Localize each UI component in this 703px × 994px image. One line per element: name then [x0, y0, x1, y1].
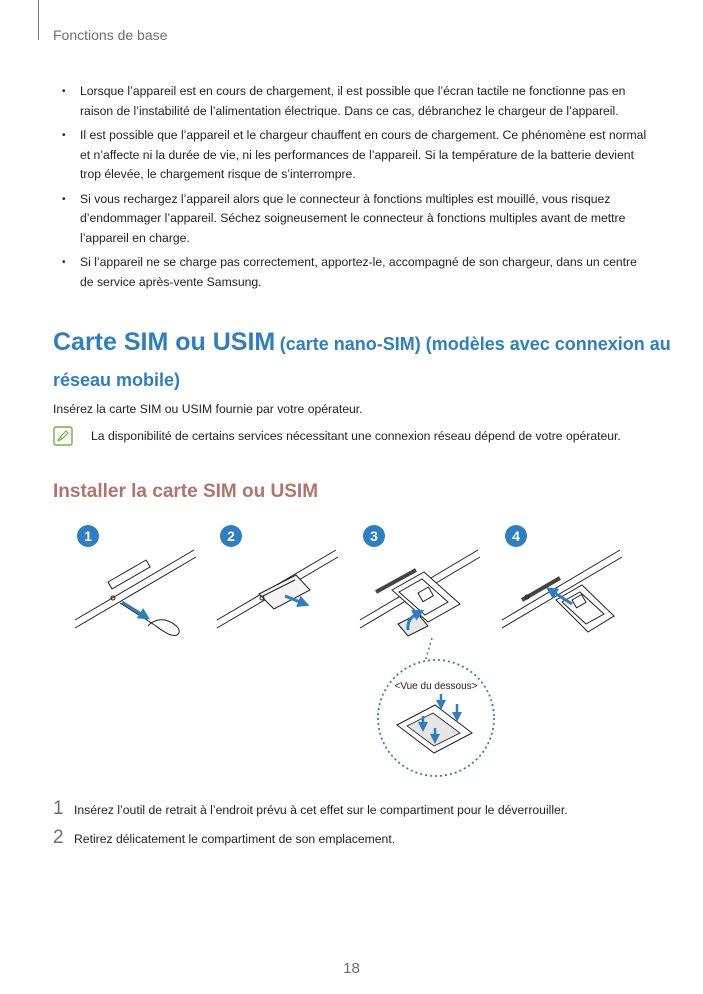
svg-text:4: 4: [512, 528, 520, 544]
svg-text:3: 3: [370, 528, 378, 544]
step-badge-2: [220, 525, 242, 547]
intro-text: Insérez la carte SIM ou USIM fournie par votre opérateur.: [53, 402, 363, 416]
bullet-list: [62, 82, 647, 297]
svg-text:2: 2: [227, 528, 235, 544]
bottom-view-callout: [378, 638, 494, 776]
callout-label: <Vue du dessous>: [394, 681, 478, 692]
step-text: Insérez l’outil de retrait à l’endroit prévu à cet effet sur le compartiment pour le déverrouiller.: [74, 803, 568, 817]
list-item: • Lorsque l’appareil est en cours de chargement, il est possible que l’écran tactile ne fonctionne pas en raison de l’instabilité de l’alimentation électrique. Dans ce cas, débranchez le chargeur de l’appareil.: [62, 84, 626, 118]
list-item: • Si vous rechargez l’appareil alors que le connecteur à fonctions multiples est mouillé, vous risquez d’endommager l’appareil. Séchez soigneusement le connecteur à fonctions multiples avant de mettre l’appareil en charge.: [62, 191, 626, 245]
panel-1-device: [75, 550, 196, 636]
note-icon: [53, 426, 73, 446]
list-item: [53, 827, 568, 856]
step-number: 2: [53, 827, 64, 848]
list-item: [53, 798, 568, 827]
section-subtitle: (carte nano-SIM) (modèles avec connexion au réseau mobile): [53, 334, 671, 390]
step-text: Retirez délicatement le compartiment de son emplacement.: [74, 832, 396, 846]
step-number: 1: [53, 798, 64, 819]
running-header: Fonctions de base: [53, 27, 168, 43]
panel-3-device: [360, 550, 480, 636]
list-item: • Il est possible que l’appareil et le chargeur chauffent en cours de chargement. Ce phénomène est normal et n’affecte ni la durée de vie, ni les performances de l’appareil. Si la température de la batterie devient trop élevée, le chargement risque de s’interrompre.: [62, 128, 647, 181]
svg-text:1: 1: [84, 528, 92, 544]
list-item: • Si l’appareil ne se charge pas correctement, apportez-le, accompagné de son chargeur, dans un centre de service après-vente Samsung.: [62, 255, 637, 289]
section-title: Carte SIM ou USIM: [53, 328, 276, 356]
panel-2-device: [217, 550, 338, 628]
sim-install-illustration: [0, 520, 703, 780]
bullet-icon: •: [62, 86, 66, 97]
step-list: [53, 798, 568, 856]
note-text: La disponibilité de certains services nécessitant une connexion réseau dépend de votre opérateur.: [91, 429, 621, 443]
subsection-heading: Installer la carte SIM ou USIM: [53, 481, 319, 502]
bullet-icon: •: [62, 257, 66, 268]
bullet-icon: •: [62, 130, 66, 141]
step-badge-1: [77, 525, 99, 547]
bullet-icon: •: [62, 193, 66, 205]
header-rule: [38, 0, 39, 40]
page-number: 18: [343, 960, 360, 977]
section-heading: [53, 325, 673, 399]
step-badge-3: [363, 525, 385, 547]
panel-4-device: [502, 550, 622, 632]
step-badge-4: [505, 525, 527, 547]
